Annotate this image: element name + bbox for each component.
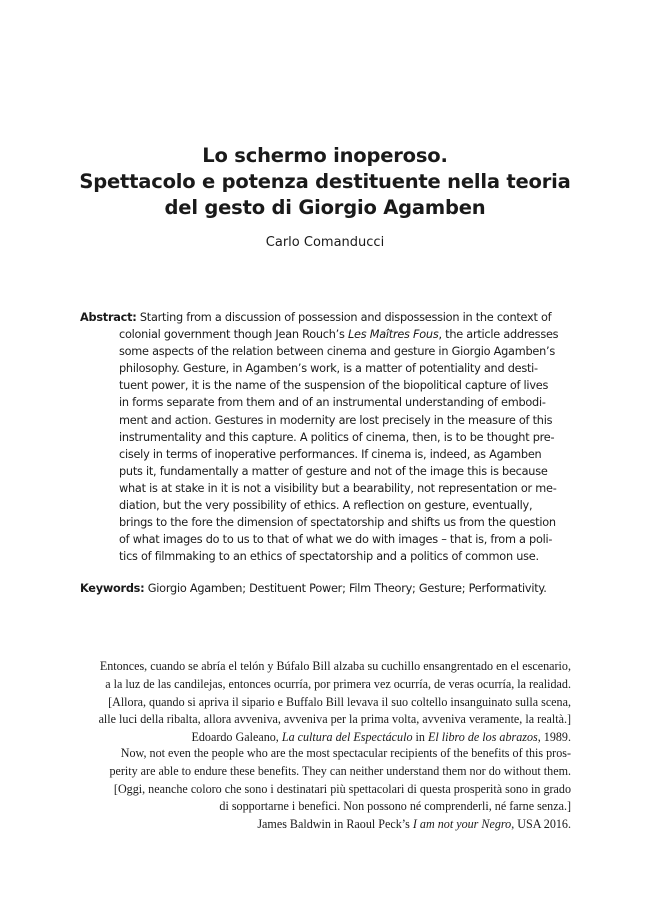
title-line-1: Lo schermo inoperoso. xyxy=(202,144,448,167)
abstract-line: puts it, fundamentally a matter of gesture and not of the image this is because xyxy=(119,464,548,478)
epigraph-attribution xyxy=(40,816,571,834)
epigraph-line: [Oggi, neanche coloro che sono i destinatari più spettacolari di questa prosperità sono in grado xyxy=(113,781,571,796)
epigraph-line: [Allora, quando si apriva il sipario e Buffalo Bill levava il suo coltello insanguinato sulla scena, xyxy=(108,694,571,709)
attribution-text: in xyxy=(412,730,428,745)
abstract-line: of what images do to us to that of what we do with images – that is, from a poli- xyxy=(119,533,553,547)
abstract-label: Abstract: xyxy=(80,311,137,324)
attribution-author: Edoardo Galeano, xyxy=(191,730,282,745)
abstract-line: tuent power, it is the name of the suspension of the biopolitical capture of lives xyxy=(119,379,549,393)
epigraph-line: a la luz de las candilejas, entonces ocurría, por primera vez ocurría, de veras ocurría, la realidad. xyxy=(105,676,571,691)
epigraph-baldwin xyxy=(40,745,571,834)
film-title: Les Maîtres Fous xyxy=(347,328,439,342)
abstract-block xyxy=(80,309,578,565)
attribution-film: I am not your Negro xyxy=(412,817,512,832)
article-title xyxy=(40,143,610,221)
keywords-block xyxy=(80,580,547,597)
abstract-line: , the article addresses xyxy=(438,328,559,342)
attribution-year: , 1989. xyxy=(537,730,571,745)
abstract-line: ment and action. Gestures in modernity are lost precisely in the measure of this xyxy=(119,413,553,427)
keywords-label: Keywords: xyxy=(80,582,145,595)
abstract-line: what is at stake in it is not a visibility but a bearability, not representation or me- xyxy=(119,481,557,495)
keywords-text: Giorgio Agamben; Destituent Power; Film Theory; Gesture; Performativity. xyxy=(147,582,547,595)
title-line-3: del gesto di Giorgio Agamben xyxy=(164,196,486,219)
abstract-line: colonial government though Jean Rouch’s xyxy=(119,328,348,342)
attribution-author: James Baldwin in Raoul Peck’s xyxy=(257,817,413,832)
abstract-line: philosophy. Gesture, in Agamben’s work, is a matter of potentiality and desti- xyxy=(119,362,538,376)
title-line-2: Spettacolo e potenza destituente nella teoria xyxy=(79,170,571,193)
attribution-work: La cultura del Espectáculo xyxy=(281,730,413,745)
epigraph-line: perity are able to endure these benefits. They can neither understand them nor do without them. xyxy=(109,763,571,778)
abstract-line: Starting from a discussion of possession and dispossession in the context of xyxy=(139,311,552,324)
abstract-line: tics of filmmaking to an ethics of spectatorship and a politics of common use. xyxy=(119,550,539,564)
abstract-line: brings to the fore the dimension of spectatorship and shifts us from the question xyxy=(119,516,556,530)
epigraph-line: Entonces, cuando se abría el telón y Búfalo Bill alzaba su cuchillo ensangrentado en el escenario, xyxy=(99,659,571,673)
epigraph-line: alle luci della ribalta, allora avveniva, avveniva per la prima volta, avveniva veramente, la realtà.] xyxy=(98,712,571,727)
abstract-line: in forms separate from them and of an instrumental understanding of embodi- xyxy=(119,396,546,410)
abstract-line: instrumentality and this capture. A politics of cinema, then, is to be thought pre- xyxy=(119,430,555,444)
epigraph-line: Now, not even the people who are the most spectacular recipients of the benefits of this pros- xyxy=(120,746,571,760)
abstract-line: some aspects of the relation between cinema and gesture in Giorgio Agamben’s xyxy=(119,345,555,359)
abstract-line: diation, but the very possibility of ethics. A reflection on gesture, eventually, xyxy=(119,499,533,513)
abstract-line: cisely in terms of inoperative performances. If cinema is, indeed, as Agamben xyxy=(119,447,542,461)
attribution-book: El libro de los abrazos xyxy=(427,730,538,745)
author-name: Carlo Comanducci xyxy=(265,235,385,250)
attribution-year: , USA 2016. xyxy=(511,817,571,832)
epigraph-galeano xyxy=(40,658,571,747)
epigraph-line: di sopportarne i benefici. Non possono né comprenderli, né farne senza.] xyxy=(219,799,571,814)
